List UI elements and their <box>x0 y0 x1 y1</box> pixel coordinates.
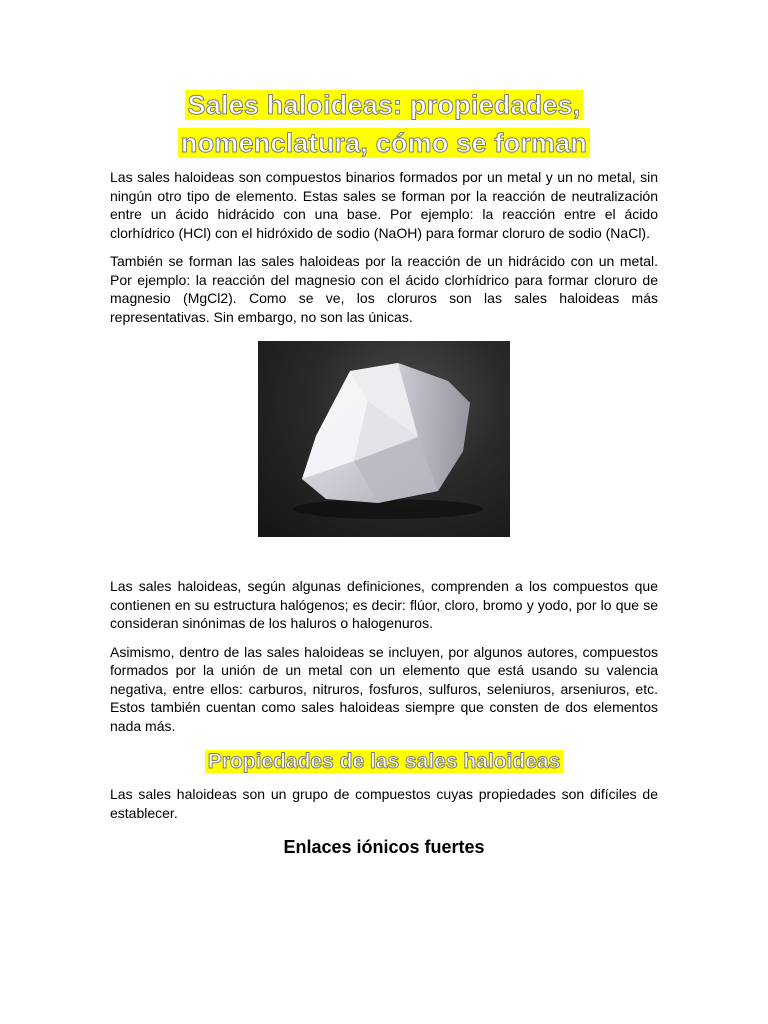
intro-paragraph-2: También se forman las sales haloideas por la reacción de un hidrácido con un metal. Por ejemplo: la reacción del magnesio con el ácido clorhídrico para formar cloruro de magnesio (MgCl2). Como se ve, los cloruros son las sales haloideas más representativas. Sin embargo, no son las únicas. <box>110 253 658 325</box>
paragraph-4: Asimismo, dentro de las sales haloideas se incluyen, por algunos autores, compuestos formados por la unión de un metal con un elemento que está usando su valencia negativa, entre ellos: carburos, nitruros, fosfuros, sulfuros, seleniuros, arseniuros, etc. Estos también cuentan como sales haloideas siempre que consten de dos elementos nada más. <box>110 643 658 734</box>
document-content <box>110 86 658 860</box>
intro-paragraph-1: Las sales haloideas son compuestos binarios formados por un metal y un no metal, sin ningún otro tipo de elemento. Estas sales se forman por la reacción de neutralización entre un ácido hidrácido con una base. Por ejemplo: la reacción entre el ácido clorhídrico (HCl) con el hidróxido de sodio (NaOH) para formar cloruro de sodio (NaCl). <box>110 169 658 241</box>
salt-crystal-image <box>258 341 510 537</box>
section-heading-propiedades <box>110 747 658 777</box>
page-title <box>110 86 658 162</box>
section-heading-text: Propiedades de las sales haloideas <box>205 750 564 773</box>
salt-crystal-illustration <box>258 341 510 537</box>
section-paragraph: Las sales haloideas son un grupo de compuestos cuyas propiedades son difíciles de establecer. <box>110 786 658 821</box>
page-title-text: Sales haloideas: propiedades, nomenclatura, cómo se forman <box>178 90 590 158</box>
paragraph-3: Las sales haloideas, según algunas definiciones, comprenden a los compuestos que contienen en su estructura halógenos; es decir: flúor, cloro, bromo y yodo, por lo que se consideran sinónimas de los haluros o halogenuros. <box>110 578 658 631</box>
subheading-enlaces: Enlaces iónicos fuertes <box>283 837 485 857</box>
